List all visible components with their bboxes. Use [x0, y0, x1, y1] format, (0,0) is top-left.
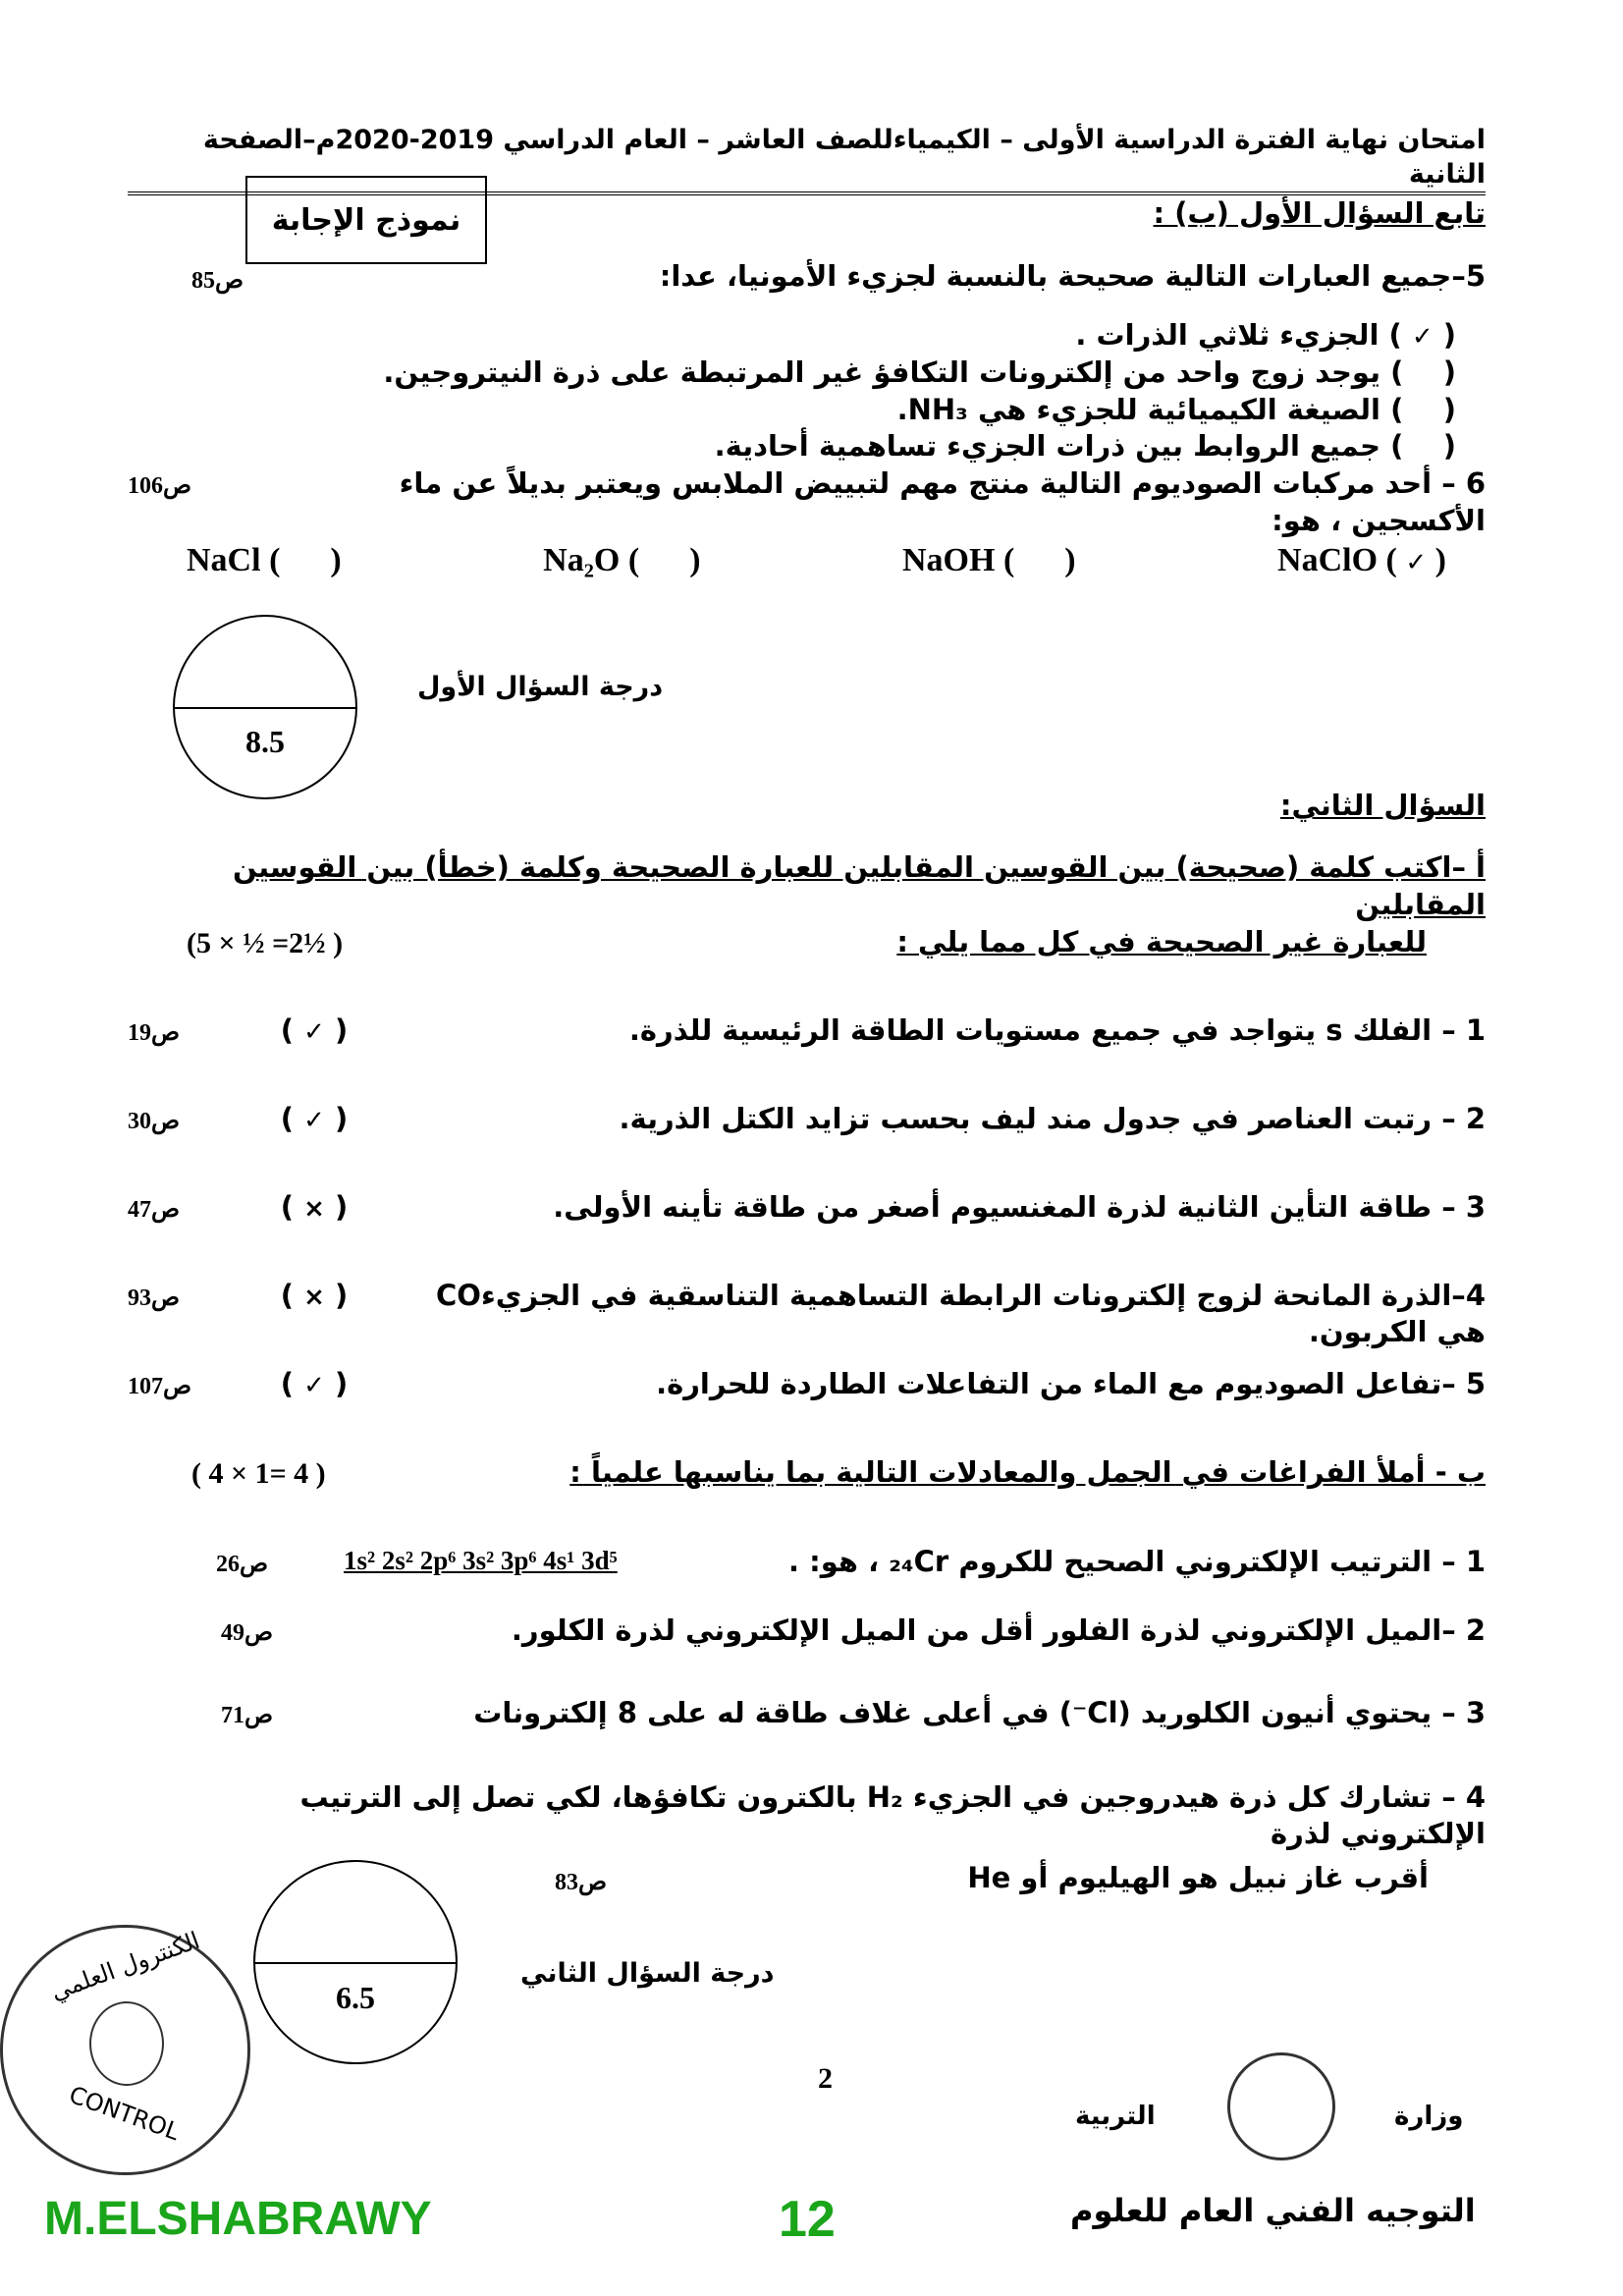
a-item-ref: ص19: [128, 1019, 181, 1046]
b-item-1: 1 – الترتيب الإلكتروني الصحيح للكروم ₂₄Cr ، هو: .: [788, 1544, 1486, 1578]
q1-score-circle: [173, 615, 357, 799]
ministry-label: وزارة: [1394, 2102, 1464, 2131]
q5-choice-1: ( ✓ ) الجزيء ثلاثي الذرات .: [1075, 318, 1456, 353]
q2-b-text: ب - أملأ الفراغات في الجمل والمعادلات التالية بما يناسبها علمياً :: [569, 1454, 1486, 1489]
option-naclo: NaClO ( ✓ ): [1277, 542, 1446, 579]
b-item-4-ref: ص83: [555, 1869, 608, 1895]
q2-score-label: درجة السؤال الثاني: [520, 1957, 775, 1989]
b-item-3: 3 – يحتوي أنيون الكلوريد (Cl⁻) في أعلى غلاف طاقة له على 8 إلكترونات: [473, 1695, 1486, 1729]
a-item: 4–الذرة المانحة لزوج إلكترونات الرابطة التساهمية التناسقية في الجزيءCO هي الكربون.: [436, 1278, 1486, 1349]
page-header: امتحان نهاية الفترة الدراسية الأولى – الكيمياءللصف العاشر – العام الدراسي 2019-2020م–الصفحة الثانية: [128, 123, 1486, 195]
a-item-ref: ص30: [128, 1108, 181, 1134]
q5-choice-4: ( ) جميع الروابط بين ذرات الجزيء تساهمية أحادية.: [714, 429, 1456, 464]
a-item-ref: ص93: [128, 1285, 181, 1311]
q2-a-points: (5 × ½ =2½ ): [187, 926, 344, 959]
q5-ref: ص85: [191, 268, 244, 295]
page-number: 2: [818, 2062, 833, 2095]
a-item-mark: ( ✓ ): [280, 1366, 349, 1400]
control-stamp: الكنترول العلمي CONTROL: [0, 1925, 250, 2175]
option-nacl: NaCl ( ): [187, 542, 342, 579]
q6-ref: ص106: [128, 473, 192, 500]
b-item-3-ref: ص71: [221, 1702, 274, 1728]
a-item-mark: ( ✓ ): [280, 1012, 349, 1047]
q1-score: 8.5: [245, 724, 285, 760]
b-item-2-ref: ص49: [221, 1619, 274, 1646]
a-item-ref: ص47: [128, 1196, 181, 1223]
q2-a-text2: للعبارة غير الصحيحة في كل مما يلي :: [896, 924, 1427, 958]
option-na2o: Na₂O ( ): [543, 542, 701, 579]
a-item-mark: ( ✓ ): [280, 1101, 349, 1135]
a-item-mark: ( × ): [280, 1278, 349, 1312]
b-item-4: 4 – تشارك كل ذرة هيدروجين في الجزيء H₂ بالكترون تكافؤها، لكي تصل إلى الترتيب الإلكتروني لذرة: [299, 1779, 1486, 1851]
q5-choice-3: ( ) الصيغة الكيميائية للجزيء هي NH₃.: [896, 392, 1456, 426]
q1-q5-text: 5–جميع العبارات التالية صحيحة بالنسبة لجزيء الأمونيا، عدا:: [659, 259, 1486, 294]
ministry-label-2: التربية: [1075, 2102, 1156, 2131]
a-item-ref: ص107: [128, 1373, 192, 1399]
emblem-icon: [89, 2001, 164, 2086]
q2-a-text: أ –اكتب كلمة (صحيحة) بين القوسين المقابلين للعبارة الصحيحة وكلمة (خطأ) بين القوسين المقابلين: [232, 850, 1486, 922]
b-item-2: 2 –الميل الإلكتروني لذرة الفلور أقل من الميل الإلكتروني لذرة الكلور.: [511, 1613, 1486, 1647]
a-item: 5 –تفاعل الصوديوم مع الماء من التفاعلات الطاردة للحرارة.: [656, 1366, 1486, 1400]
org-name: التوجيه الفني العام للعلوم: [1070, 2192, 1476, 2229]
q1-score-label: درجة السؤال الأول: [417, 672, 664, 703]
ministry-emblem-icon: [1227, 2052, 1335, 2160]
a-item: 1 – الفلك s يتواجد في جميع مستويات الطاقة الرئيسية للذرة.: [628, 1012, 1486, 1047]
sheet-number: 12: [779, 2191, 836, 2248]
b-item-1-ref: ص26: [216, 1551, 269, 1577]
q2-score-circle: [253, 1860, 458, 2064]
answer-model-label: نموذج الإجابة: [271, 202, 461, 238]
q2-score: 6.5: [336, 1980, 375, 2016]
q2-b-points: ( 4 × 1= 4 ): [191, 1456, 326, 1490]
author-watermark: M.ELSHABRAWY: [44, 2193, 432, 2245]
b-item-1-answer: 1s² 2s² 2p⁶ 3s² 3p⁶ 4s¹ 3d⁵: [344, 1545, 618, 1575]
a-item: 3 – طاقة التأين الثانية لذرة المغنسيوم أصغر من طاقة تأينه الأولى.: [553, 1189, 1486, 1224]
a-item-mark: ( × ): [280, 1189, 349, 1224]
q2-title: السؤال الثاني:: [1279, 789, 1486, 823]
q1-title: تابع السؤال الأول (ب) :: [1153, 196, 1486, 231]
a-item: 2 – رتبت العناصر في جدول مند ليف بحسب تزايد الكتل الذرية.: [619, 1101, 1486, 1135]
b-item-4-cont: أقرب غاز نبيل هو الهيليوم أو He: [967, 1860, 1429, 1894]
option-naoh: NaOH ( ): [901, 542, 1076, 579]
q1-q6-text: 6 – أحد مركبات الصوديوم التالية منتج مهم لتبييض الملابس ويعتبر بديلاً عن ماء الأكسجين ، هو:: [399, 466, 1486, 537]
q5-choice-2: ( ) يوجد زوج واحد من إلكترونات التكافؤ غير المرتبطة على ذرة النيتروجين.: [383, 355, 1456, 389]
